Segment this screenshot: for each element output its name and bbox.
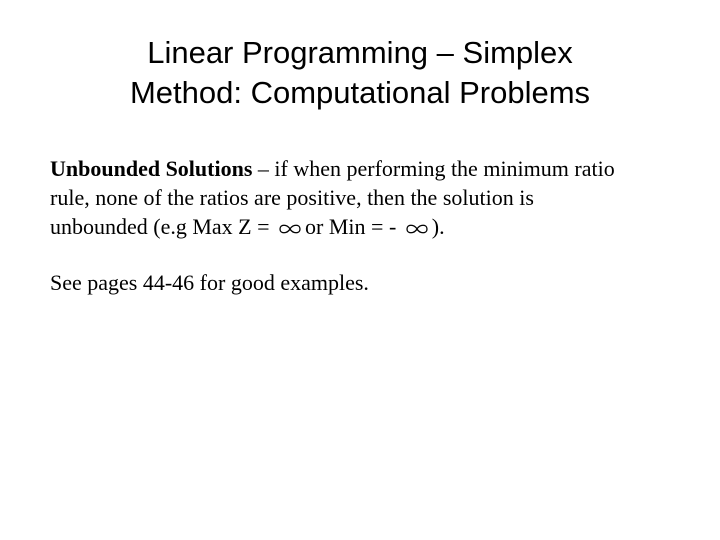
slide-title bbox=[40, 33, 680, 113]
title-line-1: Linear Programming – Simplex bbox=[147, 35, 573, 70]
line1-rest: – if when performing the minimum ratio bbox=[252, 156, 615, 181]
slide-body bbox=[50, 154, 690, 297]
line3-part2: or Min = - bbox=[305, 214, 402, 239]
infinity-icon bbox=[277, 222, 303, 236]
line2: rule, none of the ratios are positive, then the solution is bbox=[50, 185, 534, 210]
line3-part1: unbounded (e.g Max Z = bbox=[50, 214, 276, 239]
bold-lead: Unbounded Solutions bbox=[50, 156, 253, 181]
unbounded-paragraph bbox=[50, 154, 690, 241]
infinity-icon bbox=[404, 222, 430, 236]
examples-paragraph: See pages 44-46 for good examples. bbox=[50, 270, 369, 295]
title-line-2: Method: Computational Problems bbox=[129, 75, 591, 110]
line3-part3: ). bbox=[431, 214, 445, 239]
